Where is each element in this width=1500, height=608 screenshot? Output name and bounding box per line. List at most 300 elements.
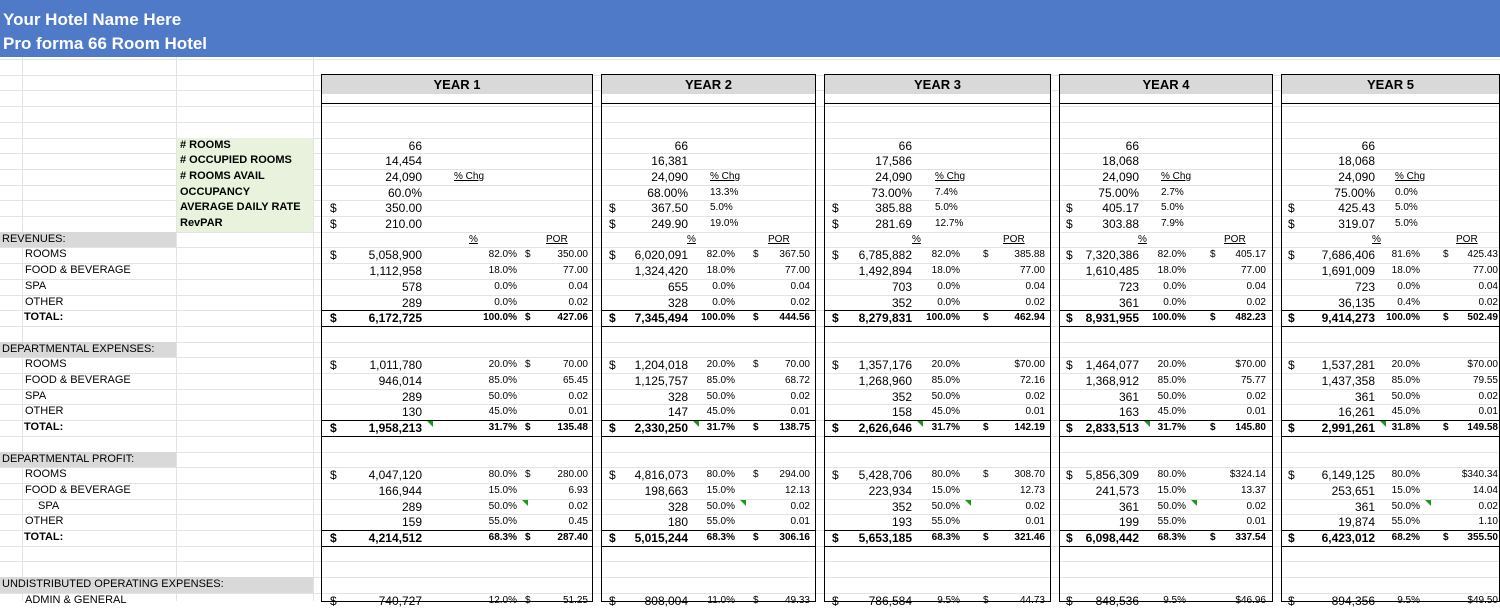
dollar-sign[interactable]: $ (1288, 358, 1295, 373)
line-label-spa[interactable]: SPA (38, 499, 60, 512)
por-cell[interactable]: 0.02 (1246, 500, 1266, 512)
percent-cell[interactable]: 82.0% (706, 249, 735, 261)
amount-cell[interactable]: 6,098,442 (1085, 531, 1139, 545)
dollar-sign[interactable]: $ (525, 532, 531, 543)
percent-cell[interactable]: 80.0% (1157, 469, 1186, 481)
amount-cell[interactable]: 158 (891, 405, 912, 420)
percent-cell[interactable]: 85.0% (1157, 375, 1186, 386)
dollar-sign[interactable]: $ (330, 248, 337, 263)
pct-chg-value[interactable]: 2.7% (1161, 186, 1184, 198)
line-label-other[interactable]: OTHER (25, 295, 64, 308)
line-label-other[interactable]: OTHER (25, 405, 64, 418)
amount-cell[interactable]: 1,204,018 (634, 358, 688, 373)
dollar-sign[interactable]: $ (983, 469, 989, 481)
dollar-sign[interactable]: $ (609, 248, 616, 263)
amount-cell[interactable]: 19,874 (1338, 515, 1375, 530)
pct-chg-header[interactable]: % Chg (1161, 170, 1192, 182)
por-cell[interactable]: 6.93 (568, 484, 588, 496)
por-cell[interactable]: 0.02 (568, 390, 588, 402)
pct-chg-value[interactable]: 5.0% (1395, 202, 1418, 214)
amount-cell[interactable]: 2,330,250 (634, 421, 688, 436)
por-cell[interactable]: 0.02 (790, 500, 810, 512)
por-cell[interactable]: $70.00 (1467, 359, 1498, 371)
percent-cell[interactable]: 15.0% (488, 484, 517, 496)
amount-cell[interactable]: 5,015,244 (634, 531, 688, 545)
pct-chg-value[interactable]: 5.0% (710, 202, 733, 214)
percent-cell[interactable]: 55.0% (488, 516, 517, 528)
dollar-sign[interactable]: $ (609, 468, 616, 483)
por-cell[interactable]: 135.48 (557, 422, 588, 434)
por-cell[interactable]: 337.54 (1235, 532, 1266, 543)
dollar-sign[interactable]: $ (330, 421, 337, 436)
por-cell[interactable]: 308.70 (1014, 469, 1045, 481)
percent-cell[interactable]: 45.0% (1391, 406, 1420, 418)
dollar-sign[interactable]: $ (983, 422, 989, 434)
dollar-sign[interactable]: $ (330, 311, 337, 326)
por-cell[interactable]: 0.01 (1025, 516, 1045, 528)
line-label-admin[interactable]: ADMIN & GENERAL (25, 593, 127, 606)
por-cell[interactable]: 70.00 (562, 359, 588, 371)
amount-cell[interactable]: 5,428,706 (858, 468, 912, 483)
por-cell[interactable]: 44.73 (1019, 594, 1045, 606)
amount-cell[interactable]: 2,833,513 (1085, 421, 1139, 436)
por-cell[interactable]: 0.01 (1246, 516, 1266, 528)
dollar-sign[interactable]: $ (1066, 201, 1073, 216)
dollar-sign[interactable]: $ (330, 201, 337, 216)
dollar-sign[interactable]: $ (983, 594, 989, 606)
dollar-sign[interactable]: $ (1066, 217, 1073, 231)
metric-value[interactable]: 66 (1361, 138, 1375, 153)
pct-chg-value[interactable]: 0.0% (1395, 186, 1418, 198)
percent-cell[interactable]: 18.0% (488, 265, 517, 277)
metric-value[interactable]: 17,586 (875, 154, 912, 169)
percent-cell[interactable]: 82.0% (931, 249, 960, 261)
metric-value[interactable]: 405.17 (1102, 201, 1139, 216)
dollar-sign[interactable]: $ (1288, 201, 1295, 216)
amount-cell[interactable]: 5,058,900 (368, 248, 422, 263)
line-label-spa[interactable]: SPA (25, 279, 47, 292)
por-cell[interactable]: $49.50 (1467, 594, 1498, 606)
pct-header[interactable]: % (469, 233, 478, 245)
por-cell[interactable]: 145.80 (1235, 422, 1266, 434)
dollar-sign[interactable]: $ (1288, 248, 1295, 263)
dollar-sign[interactable]: $ (832, 468, 839, 483)
metric-label[interactable]: # ROOMS (180, 138, 231, 151)
dollar-sign[interactable]: $ (753, 594, 759, 606)
percent-cell[interactable]: 45.0% (706, 406, 735, 418)
metric-value[interactable]: 24,090 (1338, 169, 1375, 184)
metric-value[interactable]: 24,090 (1102, 169, 1139, 184)
amount-cell[interactable]: 328 (667, 389, 688, 404)
line-label-fb[interactable]: FOOD & BEVERAGE (25, 374, 131, 386)
dollar-sign[interactable]: $ (330, 531, 337, 545)
amount-cell[interactable]: 4,214,512 (368, 531, 422, 545)
pct-chg-value[interactable]: 5.0% (1395, 218, 1418, 229)
dollar-sign[interactable]: $ (1288, 531, 1295, 545)
por-cell[interactable]: 0.04 (1025, 280, 1045, 292)
metric-value[interactable]: 303.88 (1102, 217, 1139, 231)
percent-cell[interactable]: 85.0% (931, 375, 960, 386)
dollar-sign[interactable]: $ (330, 358, 337, 373)
percent-cell[interactable]: 0.0% (494, 296, 517, 308)
line-label-rooms[interactable]: ROOMS (25, 248, 67, 261)
percent-cell[interactable]: 55.0% (1157, 516, 1186, 528)
metric-value[interactable]: 66 (1125, 138, 1139, 153)
amount-cell[interactable]: 8,931,955 (1085, 311, 1139, 326)
metric-value[interactable]: 66 (408, 138, 422, 153)
percent-cell[interactable]: 0.0% (712, 296, 735, 308)
percent-cell[interactable]: 50.0% (931, 500, 960, 512)
dollar-sign[interactable]: $ (609, 311, 616, 326)
amount-cell[interactable]: 848,536 (1095, 593, 1139, 608)
percent-cell[interactable]: 18.0% (1391, 265, 1420, 277)
percent-cell[interactable]: 45.0% (488, 406, 517, 418)
dollar-sign[interactable]: $ (525, 469, 531, 481)
por-cell[interactable]: 405.17 (1235, 249, 1266, 261)
dollar-sign[interactable]: $ (609, 421, 616, 436)
dollar-sign[interactable]: $ (832, 593, 839, 608)
metric-value[interactable]: 281.69 (875, 217, 912, 231)
metric-value[interactable]: 73.00% (871, 185, 912, 200)
por-cell[interactable]: 12.73 (1019, 484, 1045, 496)
amount-cell[interactable]: 723 (1118, 279, 1139, 294)
metric-value[interactable]: 210.00 (385, 217, 422, 231)
dollar-sign[interactable]: $ (525, 359, 531, 371)
percent-cell[interactable]: 9.5% (1397, 594, 1420, 606)
percent-cell[interactable]: 100.0% (1386, 312, 1420, 324)
percent-cell[interactable]: 9.5% (1163, 594, 1186, 606)
percent-cell[interactable]: 80.0% (1391, 469, 1420, 481)
amount-cell[interactable]: 352 (891, 295, 912, 310)
metric-value[interactable]: 16,381 (651, 154, 688, 169)
dollar-sign[interactable]: $ (1210, 312, 1216, 324)
percent-cell[interactable]: 15.0% (706, 484, 735, 496)
percent-cell[interactable]: 85.0% (1391, 375, 1420, 386)
line-label-total[interactable]: TOTAL: (24, 311, 64, 324)
line-label-spa[interactable]: SPA (25, 389, 47, 402)
year-header[interactable]: YEAR 2 (602, 75, 815, 94)
amount-cell[interactable]: 740,727 (378, 593, 422, 608)
dollar-sign[interactable]: $ (832, 311, 839, 326)
dollar-sign[interactable]: $ (753, 249, 759, 261)
por-cell[interactable]: 0.01 (790, 406, 810, 418)
section-header[interactable]: DEPARTMENTAL PROFIT: (2, 452, 135, 465)
section-header[interactable]: DEPARTMENTAL EXPENSES: (2, 342, 155, 355)
por-cell[interactable]: $324.14 (1229, 469, 1266, 481)
por-cell[interactable]: 51.25 (562, 594, 588, 606)
dollar-sign[interactable]: $ (753, 359, 759, 371)
dollar-sign[interactable]: $ (983, 532, 989, 543)
amount-cell[interactable]: 163 (1118, 405, 1139, 420)
por-header[interactable]: POR (1003, 233, 1025, 245)
por-cell[interactable]: 77.00 (1019, 265, 1045, 277)
percent-cell[interactable]: 68.2% (1391, 532, 1420, 543)
amount-cell[interactable]: 198,663 (644, 483, 688, 498)
pct-header[interactable]: % (1138, 233, 1147, 245)
amount-cell[interactable]: 5,653,185 (858, 531, 912, 545)
amount-cell[interactable]: 703 (891, 279, 912, 294)
percent-cell[interactable]: 50.0% (488, 390, 517, 402)
metric-value[interactable]: 68.00% (647, 185, 688, 200)
amount-cell[interactable]: 361 (1118, 389, 1139, 404)
pct-header[interactable]: % (1372, 233, 1381, 245)
amount-cell[interactable]: 1,492,894 (858, 264, 912, 279)
por-cell[interactable]: 0.02 (1478, 390, 1498, 402)
percent-cell[interactable]: 20.0% (1391, 359, 1420, 371)
dollar-sign[interactable]: $ (609, 217, 616, 231)
percent-cell[interactable]: 55.0% (706, 516, 735, 528)
percent-cell[interactable]: 100.0% (483, 312, 517, 324)
percent-cell[interactable]: 31.7% (1157, 422, 1186, 434)
pct-chg-header[interactable]: % Chg (1395, 170, 1426, 182)
percent-cell[interactable]: 18.0% (931, 265, 960, 277)
por-cell[interactable]: 0.04 (568, 280, 588, 292)
percent-cell[interactable]: 0.0% (712, 280, 735, 292)
amount-cell[interactable]: 8,279,831 (858, 311, 912, 326)
spreadsheet-grid[interactable] (0, 57, 1500, 608)
pct-chg-value[interactable]: 12.7% (935, 218, 964, 229)
dollar-sign[interactable]: $ (1210, 422, 1216, 434)
por-cell[interactable]: 0.01 (568, 406, 588, 418)
line-label-rooms[interactable]: ROOMS (25, 358, 67, 371)
por-cell[interactable]: 0.02 (1246, 296, 1266, 308)
metric-value[interactable]: 18,068 (1338, 154, 1375, 169)
metric-value[interactable]: 24,090 (875, 169, 912, 184)
percent-cell[interactable]: 100.0% (1152, 312, 1186, 324)
por-cell[interactable]: 0.02 (1478, 296, 1498, 308)
dollar-sign[interactable]: $ (832, 217, 839, 231)
por-cell[interactable]: 367.50 (779, 249, 810, 261)
pct-chg-value[interactable]: 5.0% (935, 202, 958, 214)
dollar-sign[interactable]: $ (1066, 248, 1073, 263)
amount-cell[interactable]: 6,149,125 (1321, 468, 1375, 483)
por-cell[interactable]: 0.02 (568, 500, 588, 512)
amount-cell[interactable]: 7,320,386 (1085, 248, 1139, 263)
amount-cell[interactable]: 130 (401, 405, 422, 420)
amount-cell[interactable]: 1,464,077 (1085, 358, 1139, 373)
por-cell[interactable]: 0.02 (790, 390, 810, 402)
amount-cell[interactable]: 253,651 (1331, 483, 1375, 498)
dollar-sign[interactable]: $ (753, 532, 759, 543)
percent-cell[interactable]: 20.0% (706, 359, 735, 371)
amount-cell[interactable]: 289 (401, 389, 422, 404)
por-cell[interactable]: 72.16 (1019, 375, 1045, 386)
pct-header[interactable]: % (687, 233, 696, 245)
line-label-fb[interactable]: FOOD & BEVERAGE (25, 483, 131, 496)
por-cell[interactable]: 12.13 (784, 484, 810, 496)
amount-cell[interactable]: 328 (667, 295, 688, 310)
dollar-sign[interactable]: $ (330, 593, 337, 608)
dollar-sign[interactable]: $ (1066, 311, 1073, 326)
por-cell[interactable]: 0.04 (1478, 280, 1498, 292)
por-cell[interactable]: 14.04 (1472, 484, 1498, 496)
percent-cell[interactable]: 82.0% (1157, 249, 1186, 261)
dollar-sign[interactable]: $ (832, 358, 839, 373)
dollar-sign[interactable]: $ (753, 422, 759, 434)
metric-value[interactable]: 66 (674, 138, 688, 153)
dollar-sign[interactable]: $ (753, 312, 759, 324)
percent-cell[interactable]: 80.0% (488, 469, 517, 481)
percent-cell[interactable]: 68.3% (931, 532, 960, 543)
amount-cell[interactable]: 16,261 (1338, 405, 1375, 420)
por-cell[interactable]: 427.06 (557, 312, 588, 324)
por-cell[interactable]: 482.23 (1235, 312, 1266, 324)
hotel-name-cell[interactable]: Your Hotel Name Here (3, 10, 182, 29)
amount-cell[interactable]: 352 (891, 499, 912, 514)
pct-chg-header[interactable]: % Chg (935, 170, 966, 182)
por-cell[interactable]: 287.40 (557, 532, 588, 543)
metric-value[interactable]: 319.07 (1338, 217, 1375, 231)
amount-cell[interactable]: 6,785,882 (858, 248, 912, 263)
por-cell[interactable]: 0.02 (1246, 390, 1266, 402)
percent-cell[interactable]: 31.8% (1391, 422, 1420, 434)
dollar-sign[interactable]: $ (1443, 312, 1449, 324)
dollar-sign[interactable]: $ (330, 468, 337, 483)
por-cell[interactable]: 306.16 (779, 532, 810, 543)
amount-cell[interactable]: 946,014 (378, 374, 422, 388)
por-cell[interactable]: 0.01 (1478, 406, 1498, 418)
amount-cell[interactable]: 6,020,091 (634, 248, 688, 263)
por-cell[interactable]: 0.45 (568, 516, 588, 528)
dollar-sign[interactable]: $ (1288, 421, 1295, 436)
por-cell[interactable]: 502.49 (1467, 312, 1498, 324)
por-cell[interactable]: 13.37 (1240, 484, 1266, 496)
percent-cell[interactable]: 15.0% (931, 484, 960, 496)
section-header[interactable]: UNDISTRIBUTED OPERATING EXPENSES: (2, 578, 224, 591)
por-cell[interactable]: 444.56 (779, 312, 810, 324)
por-header[interactable]: POR (768, 233, 790, 245)
percent-cell[interactable]: 45.0% (1157, 406, 1186, 418)
por-cell[interactable]: 149.58 (1467, 422, 1498, 434)
dollar-sign[interactable]: $ (1288, 468, 1295, 483)
pct-chg-value[interactable]: 7.4% (935, 186, 958, 198)
amount-cell[interactable]: 1,610,485 (1085, 264, 1139, 279)
por-cell[interactable]: 0.04 (1246, 280, 1266, 292)
percent-cell[interactable]: 81.6% (1391, 249, 1420, 261)
amount-cell[interactable]: 894,356 (1331, 593, 1375, 608)
dollar-sign[interactable]: $ (525, 594, 531, 606)
por-cell[interactable]: 385.88 (1014, 249, 1045, 261)
dollar-sign[interactable]: $ (1210, 532, 1216, 543)
percent-cell[interactable]: 15.0% (1157, 484, 1186, 496)
amount-cell[interactable]: 5,856,309 (1085, 468, 1139, 483)
dollar-sign[interactable]: $ (1288, 593, 1295, 608)
proforma-title-cell[interactable]: Pro forma 66 Room Hotel (3, 34, 208, 53)
metric-label[interactable]: AVERAGE DAILY RATE (180, 201, 301, 214)
por-cell[interactable]: 0.02 (790, 296, 810, 308)
year-header[interactable]: YEAR 1 (322, 75, 592, 94)
pct-chg-value[interactable]: 13.3% (710, 186, 739, 198)
por-cell[interactable]: 75.77 (1240, 375, 1266, 386)
amount-cell[interactable]: 361 (1118, 295, 1139, 310)
amount-cell[interactable]: 723 (1354, 279, 1375, 294)
por-cell[interactable]: 65.45 (562, 375, 588, 386)
dollar-sign[interactable]: $ (1066, 468, 1073, 483)
amount-cell[interactable]: 1,011,780 (369, 358, 422, 373)
amount-cell[interactable]: 361 (1354, 499, 1375, 514)
por-cell[interactable]: $340.34 (1461, 469, 1498, 481)
section-header[interactable]: REVENUES: (2, 232, 66, 245)
amount-cell[interactable]: 36,135 (1338, 295, 1375, 310)
dollar-sign[interactable]: $ (983, 249, 989, 261)
pct-chg-value[interactable]: 19.0% (710, 218, 739, 229)
amount-cell[interactable]: 4,816,073 (634, 468, 688, 483)
dollar-sign[interactable]: $ (1066, 421, 1073, 436)
metric-value[interactable]: 18,068 (1102, 154, 1139, 169)
dollar-sign[interactable]: $ (1443, 249, 1449, 261)
dollar-sign[interactable]: $ (832, 531, 839, 545)
dollar-sign[interactable]: $ (609, 593, 616, 608)
percent-cell[interactable]: 50.0% (931, 390, 960, 402)
por-cell[interactable]: 0.02 (1025, 500, 1045, 512)
por-cell[interactable]: 79.55 (1472, 375, 1498, 386)
percent-cell[interactable]: 0.0% (937, 280, 960, 292)
por-cell[interactable]: 0.02 (1478, 500, 1498, 512)
dollar-sign[interactable]: $ (1066, 593, 1073, 608)
por-cell[interactable]: $70.00 (1014, 359, 1045, 371)
percent-cell[interactable]: 0.0% (937, 296, 960, 308)
metric-label[interactable]: RevPAR (180, 217, 223, 229)
amount-cell[interactable]: 1,437,358 (1321, 374, 1375, 388)
dollar-sign[interactable]: $ (832, 421, 839, 436)
por-cell[interactable]: 462.94 (1014, 312, 1045, 324)
metric-value[interactable]: 24,090 (651, 169, 688, 184)
line-label-rooms[interactable]: ROOMS (25, 468, 67, 481)
percent-cell[interactable]: 68.3% (706, 532, 735, 543)
amount-cell[interactable]: 786,584 (868, 593, 912, 608)
metric-value[interactable]: 75.00% (1098, 185, 1139, 200)
pct-chg-header[interactable]: % Chg (454, 170, 485, 182)
por-cell[interactable]: 0.01 (1246, 406, 1266, 418)
percent-cell[interactable]: 20.0% (488, 359, 517, 371)
percent-cell[interactable]: 31.7% (706, 422, 735, 434)
percent-cell[interactable]: 31.7% (488, 422, 517, 434)
pct-chg-value[interactable]: 5.0% (1161, 202, 1184, 214)
amount-cell[interactable]: 1,324,420 (634, 264, 688, 279)
amount-cell[interactable]: 1,357,176 (858, 358, 912, 373)
amount-cell[interactable]: 289 (401, 295, 422, 310)
dollar-sign[interactable]: $ (832, 201, 839, 216)
por-cell[interactable]: 77.00 (562, 265, 588, 277)
amount-cell[interactable]: 4,047,120 (368, 468, 422, 483)
dollar-sign[interactable]: $ (525, 249, 531, 261)
por-cell[interactable]: $70.00 (1235, 359, 1266, 371)
percent-cell[interactable]: 50.0% (706, 390, 735, 402)
metric-value[interactable]: 66 (898, 138, 912, 153)
metric-label[interactable]: # OCCUPIED ROOMS (180, 154, 292, 167)
percent-cell[interactable]: 45.0% (931, 406, 960, 418)
por-cell[interactable]: 77.00 (784, 265, 810, 277)
amount-cell[interactable]: 223,934 (868, 483, 912, 498)
percent-cell[interactable]: 12.0% (488, 594, 517, 606)
amount-cell[interactable]: 166,944 (378, 483, 422, 498)
percent-cell[interactable]: 18.0% (706, 265, 735, 277)
amount-cell[interactable]: 352 (891, 389, 912, 404)
percent-cell[interactable]: 68.3% (488, 532, 517, 543)
amount-cell[interactable]: 1,268,960 (858, 374, 912, 388)
metric-value[interactable]: 350.00 (385, 201, 422, 216)
por-cell[interactable]: 142.19 (1014, 422, 1045, 434)
amount-cell[interactable]: 361 (1354, 389, 1375, 404)
percent-cell[interactable]: 20.0% (1157, 359, 1186, 371)
percent-cell[interactable]: 50.0% (1157, 500, 1186, 512)
percent-cell[interactable]: 20.0% (931, 359, 960, 371)
por-cell[interactable]: 280.00 (557, 469, 588, 481)
percent-cell[interactable]: 0.0% (1163, 280, 1186, 292)
metric-value[interactable]: 75.00% (1334, 185, 1375, 200)
metric-value[interactable]: 385.88 (875, 201, 912, 216)
year-header[interactable]: YEAR 4 (1060, 75, 1272, 94)
